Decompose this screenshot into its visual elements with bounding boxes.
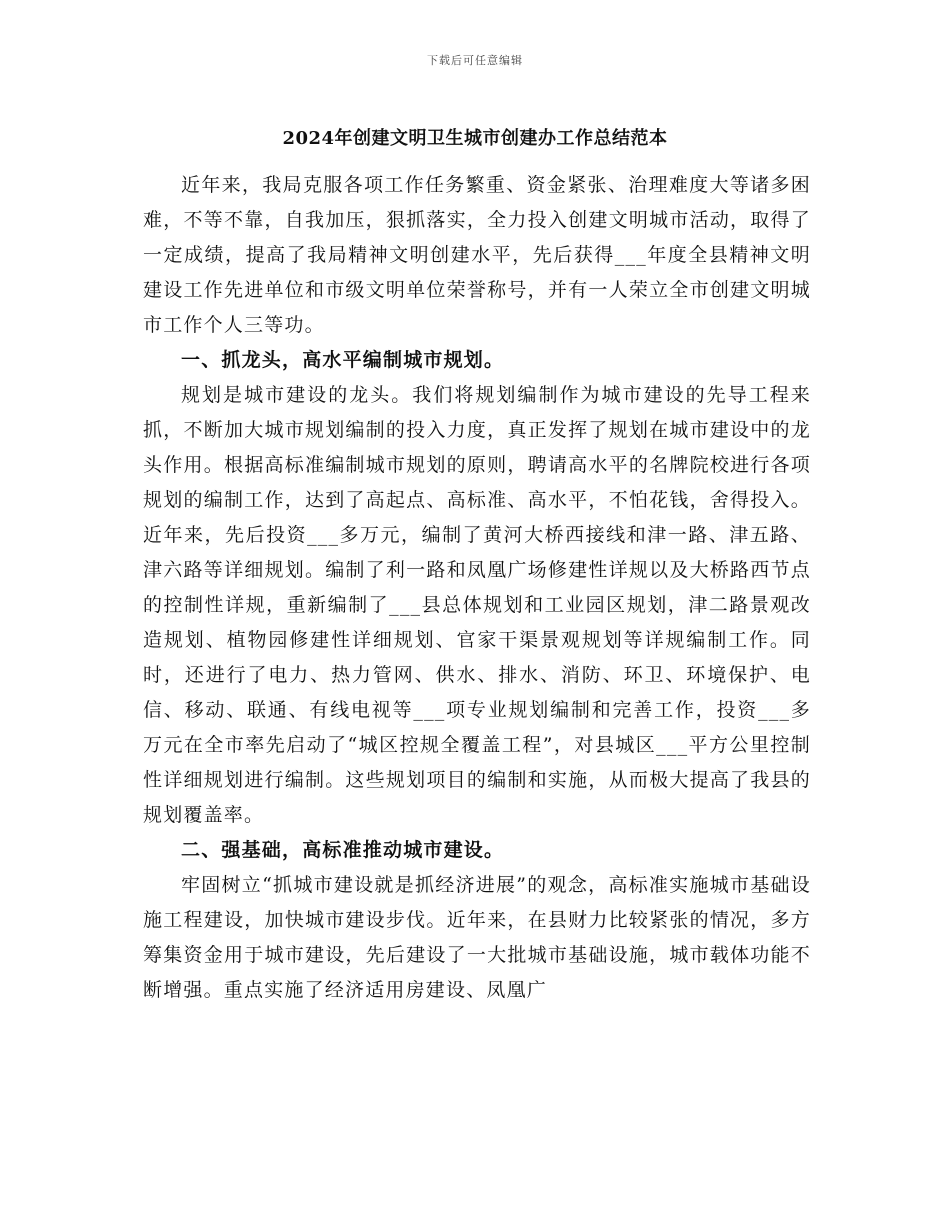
document-body xyxy=(143,168,811,1008)
intro-paragraph: 近年来，我局克服各项工作任务繁重、资金紧张、治理难度大等诸多困难，不等不靠，自我加压，狠抓落实，全力投入创建文明城市活动，取得了一定成绩，提高了我局精神文明创建水平，先后获得___年度全县精神文明建设工作先进单位和市级文明单位荣誉称号，并有一人荣立全市创建文明城市工作个人三等功。 xyxy=(143,174,811,336)
page-header-note: 下载后可任意编辑 xyxy=(427,54,523,67)
section-2-heading: 二、强基础，高标准推动城市建设。 xyxy=(181,839,505,861)
section-2-paragraph: 牢固树立“抓城市建设就是抓经济进展”的观念，高标准实施城市基础设施工程建设，加快城市建设步伐。近年来，在县财力比较紧张的情况，多方筹集资金用于城市建设，先后建设了一大批城市基础设施，城市载体功能不断增强。重点实施了经济适用房建设、凤凰广 xyxy=(143,874,811,1001)
document-title: 2024年创建文明卫生城市创建办工作总结范本 xyxy=(282,128,668,149)
section-1-heading: 一、抓龙头，高水平编制城市规划。 xyxy=(181,349,505,371)
section-1-paragraph: 规划是城市建设的龙头。我们将规划编制作为城市建设的先导工程来抓，不断加大城市规划编制的投入力度，真正发挥了规划在城市建设中的龙头作用。根据高标准编制城市规划的原则，聘请高水平的名牌院校进行各项规划的编制工作，达到了高起点、高标准、高水平，不怕花钱，舍得投入。近年来，先后投资___多万元，编制了黄河大桥西接线和津一路、津五路、津六路等详细规划。编制了利一路和凤凰广场修建性详规以及大桥路西节点的控制性详规，重新编制了___县总体规划和工业园区规划，津二路景观改造规划、植物园修建性详细规划、官家干渠景观规划等详规编制工作。同时，还进行了电力、热力管网、供水、排水、消防、环卫、环境保护、电信、移动、联通、有线电视等___项专业规划编制和完善工作，投资___多万元在全市率先启动了“城区控规全覆盖工程”，对县城区___平方公里控制性详细规划进行编制。这些规划项目的编制和实施，从而极大提高了我县的规划覆盖率。 xyxy=(143,384,811,826)
